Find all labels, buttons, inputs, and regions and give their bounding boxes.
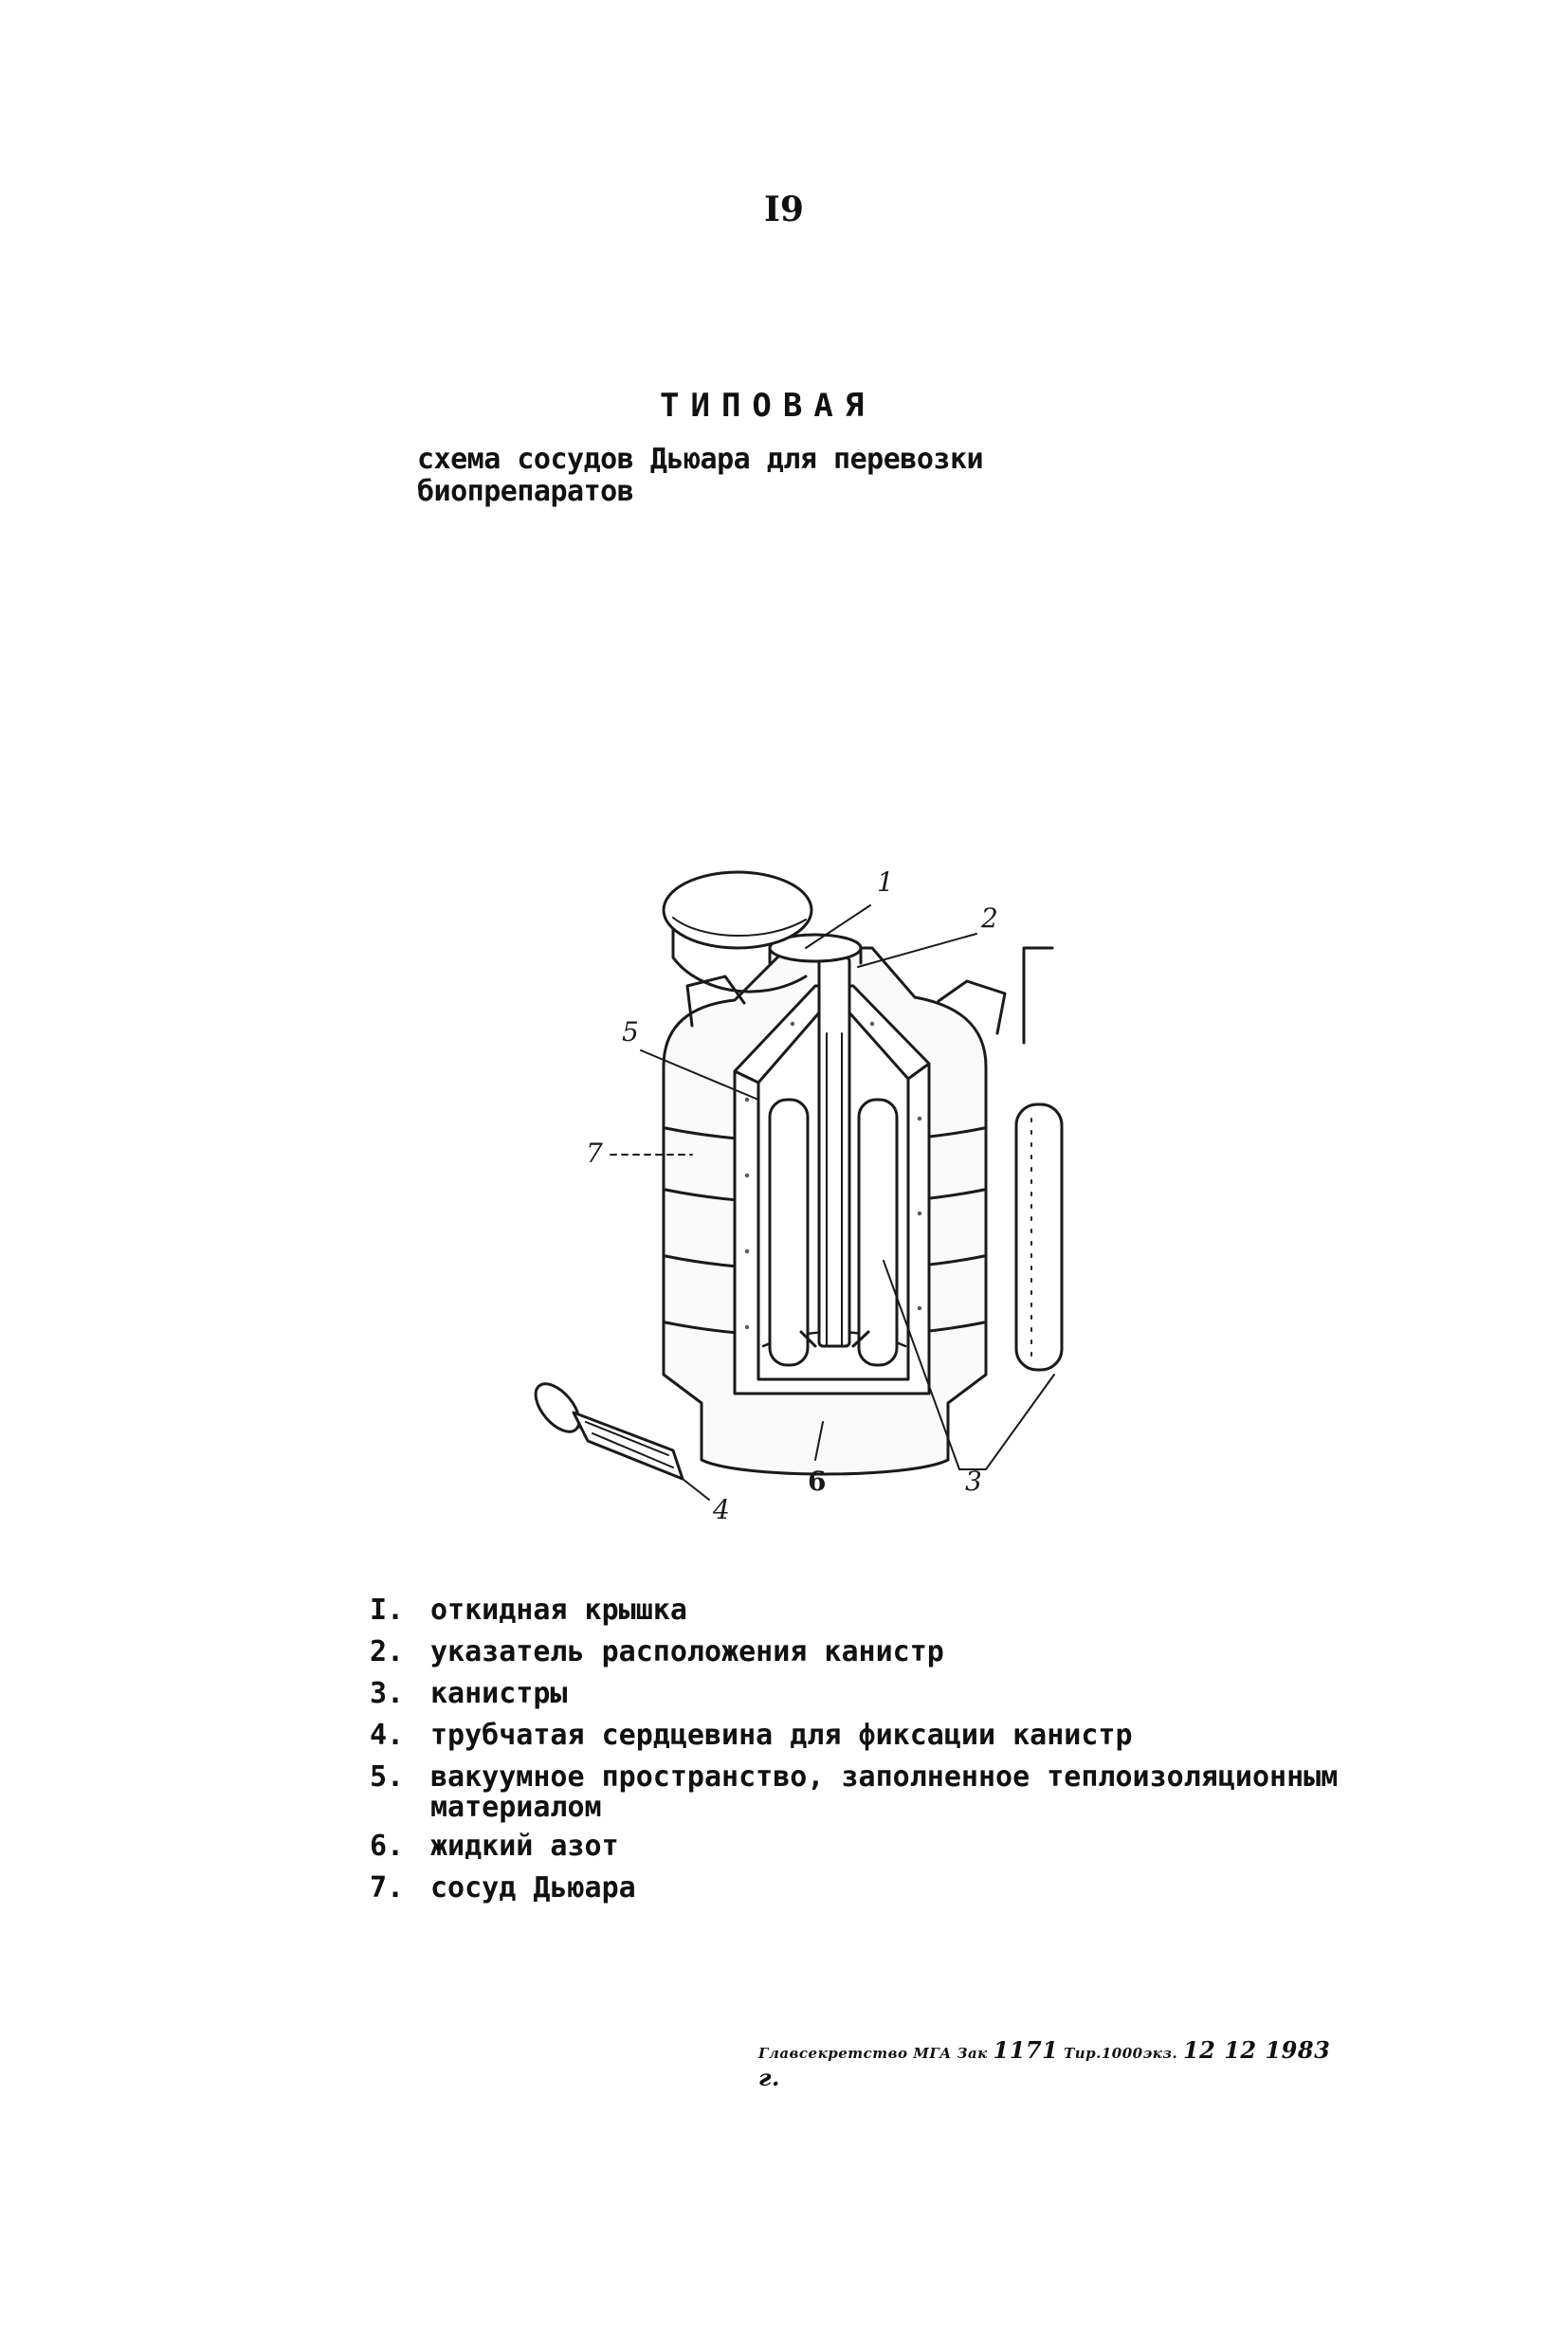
imprint-date: 12 12 1983 г. [758, 2036, 1331, 2091]
legend-number: 2. [370, 1635, 405, 1668]
legend-text: жидкий азот [430, 1830, 619, 1863]
page-number: I9 [764, 190, 804, 229]
legend-item [370, 1634, 1356, 1670]
imprint-print-run: Тир.1000экз. [1064, 2045, 1178, 2062]
printing-imprint [758, 2036, 1346, 2091]
callout-5: 5 [622, 1016, 639, 1048]
legend-number: 6. [370, 1830, 405, 1863]
legend-text: вакуумное пространство, заполненное теплоизоляционным материалом [430, 1760, 1339, 1824]
legend-list [370, 1593, 1356, 1912]
legend-number: 3. [370, 1677, 405, 1710]
legend-text: указатель расположения канистр [430, 1635, 944, 1668]
legend-item [370, 1759, 1356, 1823]
legend-text: сосуд Дьюара [430, 1871, 636, 1904]
legend-item [370, 1718, 1356, 1754]
imprint-prefix: Главсекретство МГА Зак [758, 2045, 988, 2062]
callout-3: 3 [965, 1466, 982, 1497]
legend-text: трубчатая сердцевина для фиксации канистр [430, 1719, 1133, 1752]
legend-number: 4. [370, 1719, 405, 1752]
legend-number: 5. [370, 1760, 405, 1794]
legend-item [370, 1676, 1356, 1712]
callout-7: 7 [586, 1138, 603, 1169]
legend-number: 7. [370, 1871, 405, 1904]
legend-item [370, 1593, 1356, 1629]
legend-number: I. [370, 1594, 405, 1627]
legend-item [370, 1870, 1356, 1906]
callout-6: 6 [808, 1466, 827, 1497]
legend-text: откидная крышка [430, 1594, 687, 1627]
canister-separate [1016, 948, 1062, 1370]
tubular-core [531, 1376, 683, 1479]
callout-2: 2 [981, 902, 998, 934]
legend-item [370, 1829, 1356, 1865]
imprint-order-number: 1171 [993, 2036, 1059, 2064]
callout-1: 1 [877, 866, 894, 898]
legend-text: канистры [430, 1677, 568, 1710]
dewar-vessel-diagram [531, 815, 1119, 1536]
callout-4: 4 [713, 1494, 730, 1525]
document-title: ТИПОВАЯ [660, 387, 876, 425]
document-subtitle: схема сосудов Дьюара для перевозки биопрепаратов [417, 443, 984, 508]
